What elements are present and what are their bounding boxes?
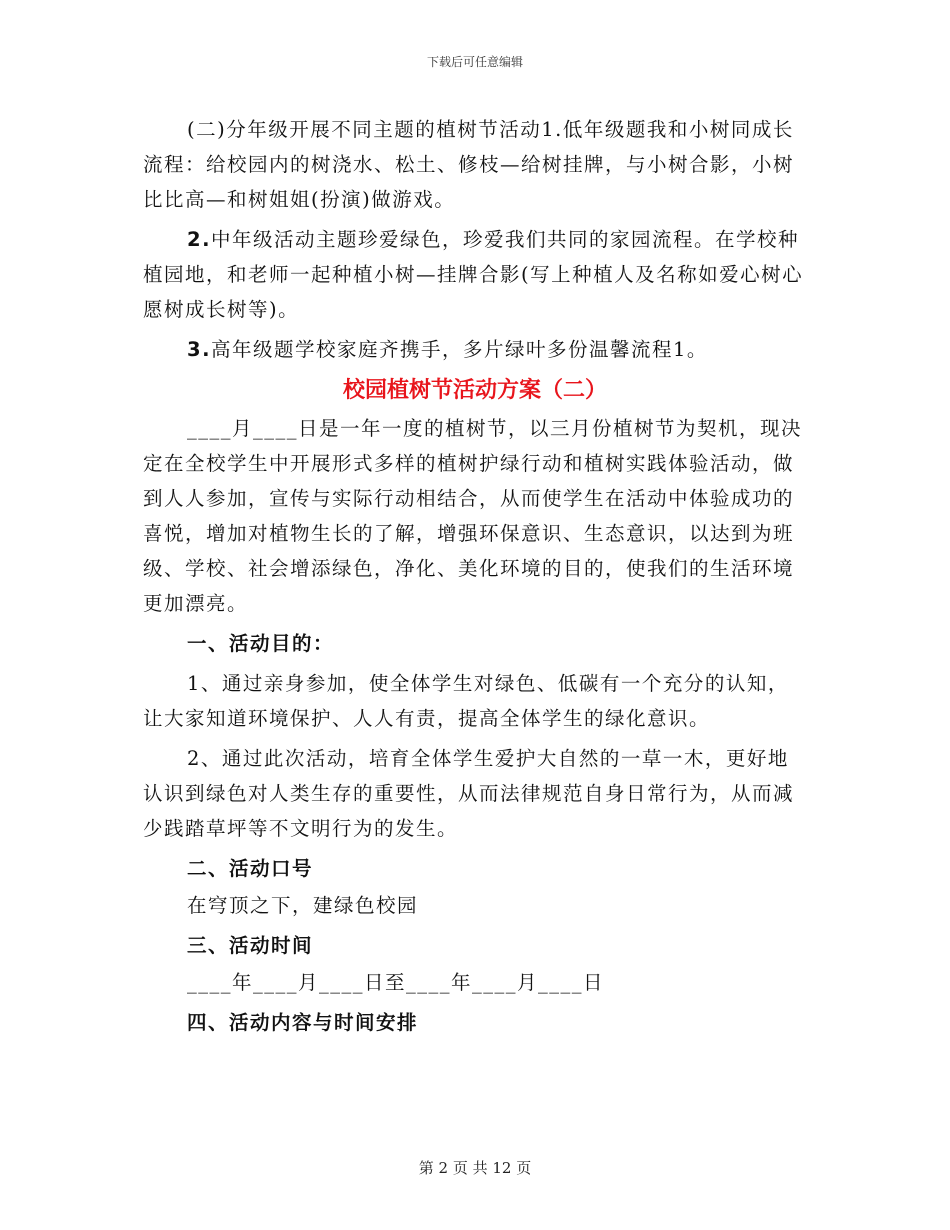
paragraph-intro: ____月____日是一年一度的植树节，以三月份植树节为契机，现决定在全校学生中开展形式多样的植树护绿行动和植树实践体验活动，做到人人参加，宣传与实际行动相结合，从而使学生在活动中体验成功的喜悦，增加对植物生长的了解，增强环保意识、生态意识，以达到为班级、学校、社会增添绿色，净化、美化环境的目的，使我们的生活环境更加漂亮。: [143, 417, 803, 615]
paragraph-text: 高年级题学校家庭齐携手，多片绿叶多份温馨流程1。: [210, 338, 708, 361]
paragraph-text: 中年级活动主题珍爱绿色，珍爱我们共同的家园流程。在学校种植园地，和老师一起种植小树—挂牌合影(写上种植人及名称如爱心树心愿树成长树等)。: [143, 228, 804, 321]
list-number: 2.: [187, 228, 211, 251]
section-heading-purpose: 一、活动目的：: [187, 632, 335, 655]
document-title: 校园植树节活动方案（二）: [342, 378, 607, 403]
section-heading-time: 三、活动时间: [187, 934, 314, 957]
document-body: [143, 112, 807, 1040]
slogan-text: 在穹顶之下，建绿色校园: [187, 894, 419, 917]
paragraph-grade-activities: (二)分年级开展不同主题的植树节活动1.低年级题我和小树同成长流程：给校园内的树浇水、松土、修枝—给树挂牌，与小树合影，小树比比高—和树姐姐(扮演)做游戏。: [143, 118, 795, 211]
paragraph-goal-2: 2、通过此次活动，培育全体学生爱护大自然的一草一木，更好地认识到绿色对人类生存的重要性，从而法律规范自身日常行为，从而减少践踏草坪等不文明行为的发生。: [143, 747, 795, 840]
header-note: 下载后可任意编辑: [426, 55, 523, 69]
paragraph-high-grade: [143, 332, 807, 367]
section-heading-slogan: 二、活动口号: [187, 857, 314, 880]
paragraph-goal-1: 1、通过亲身参加，使全体学生对绿色、低碳有一个充分的认知，让大家知道环境保护、人人有责，提高全体学生的绿化意识。: [143, 672, 789, 730]
activity-time-text: ____年____月____日至____年____月____日: [187, 971, 605, 994]
section-heading-content: 四、活动内容与时间安排: [187, 1011, 419, 1034]
page-number: 第 2 页 共 12 页: [418, 1159, 532, 1177]
paragraph-middle-grade: [143, 222, 807, 327]
list-number: 3.: [187, 338, 211, 361]
